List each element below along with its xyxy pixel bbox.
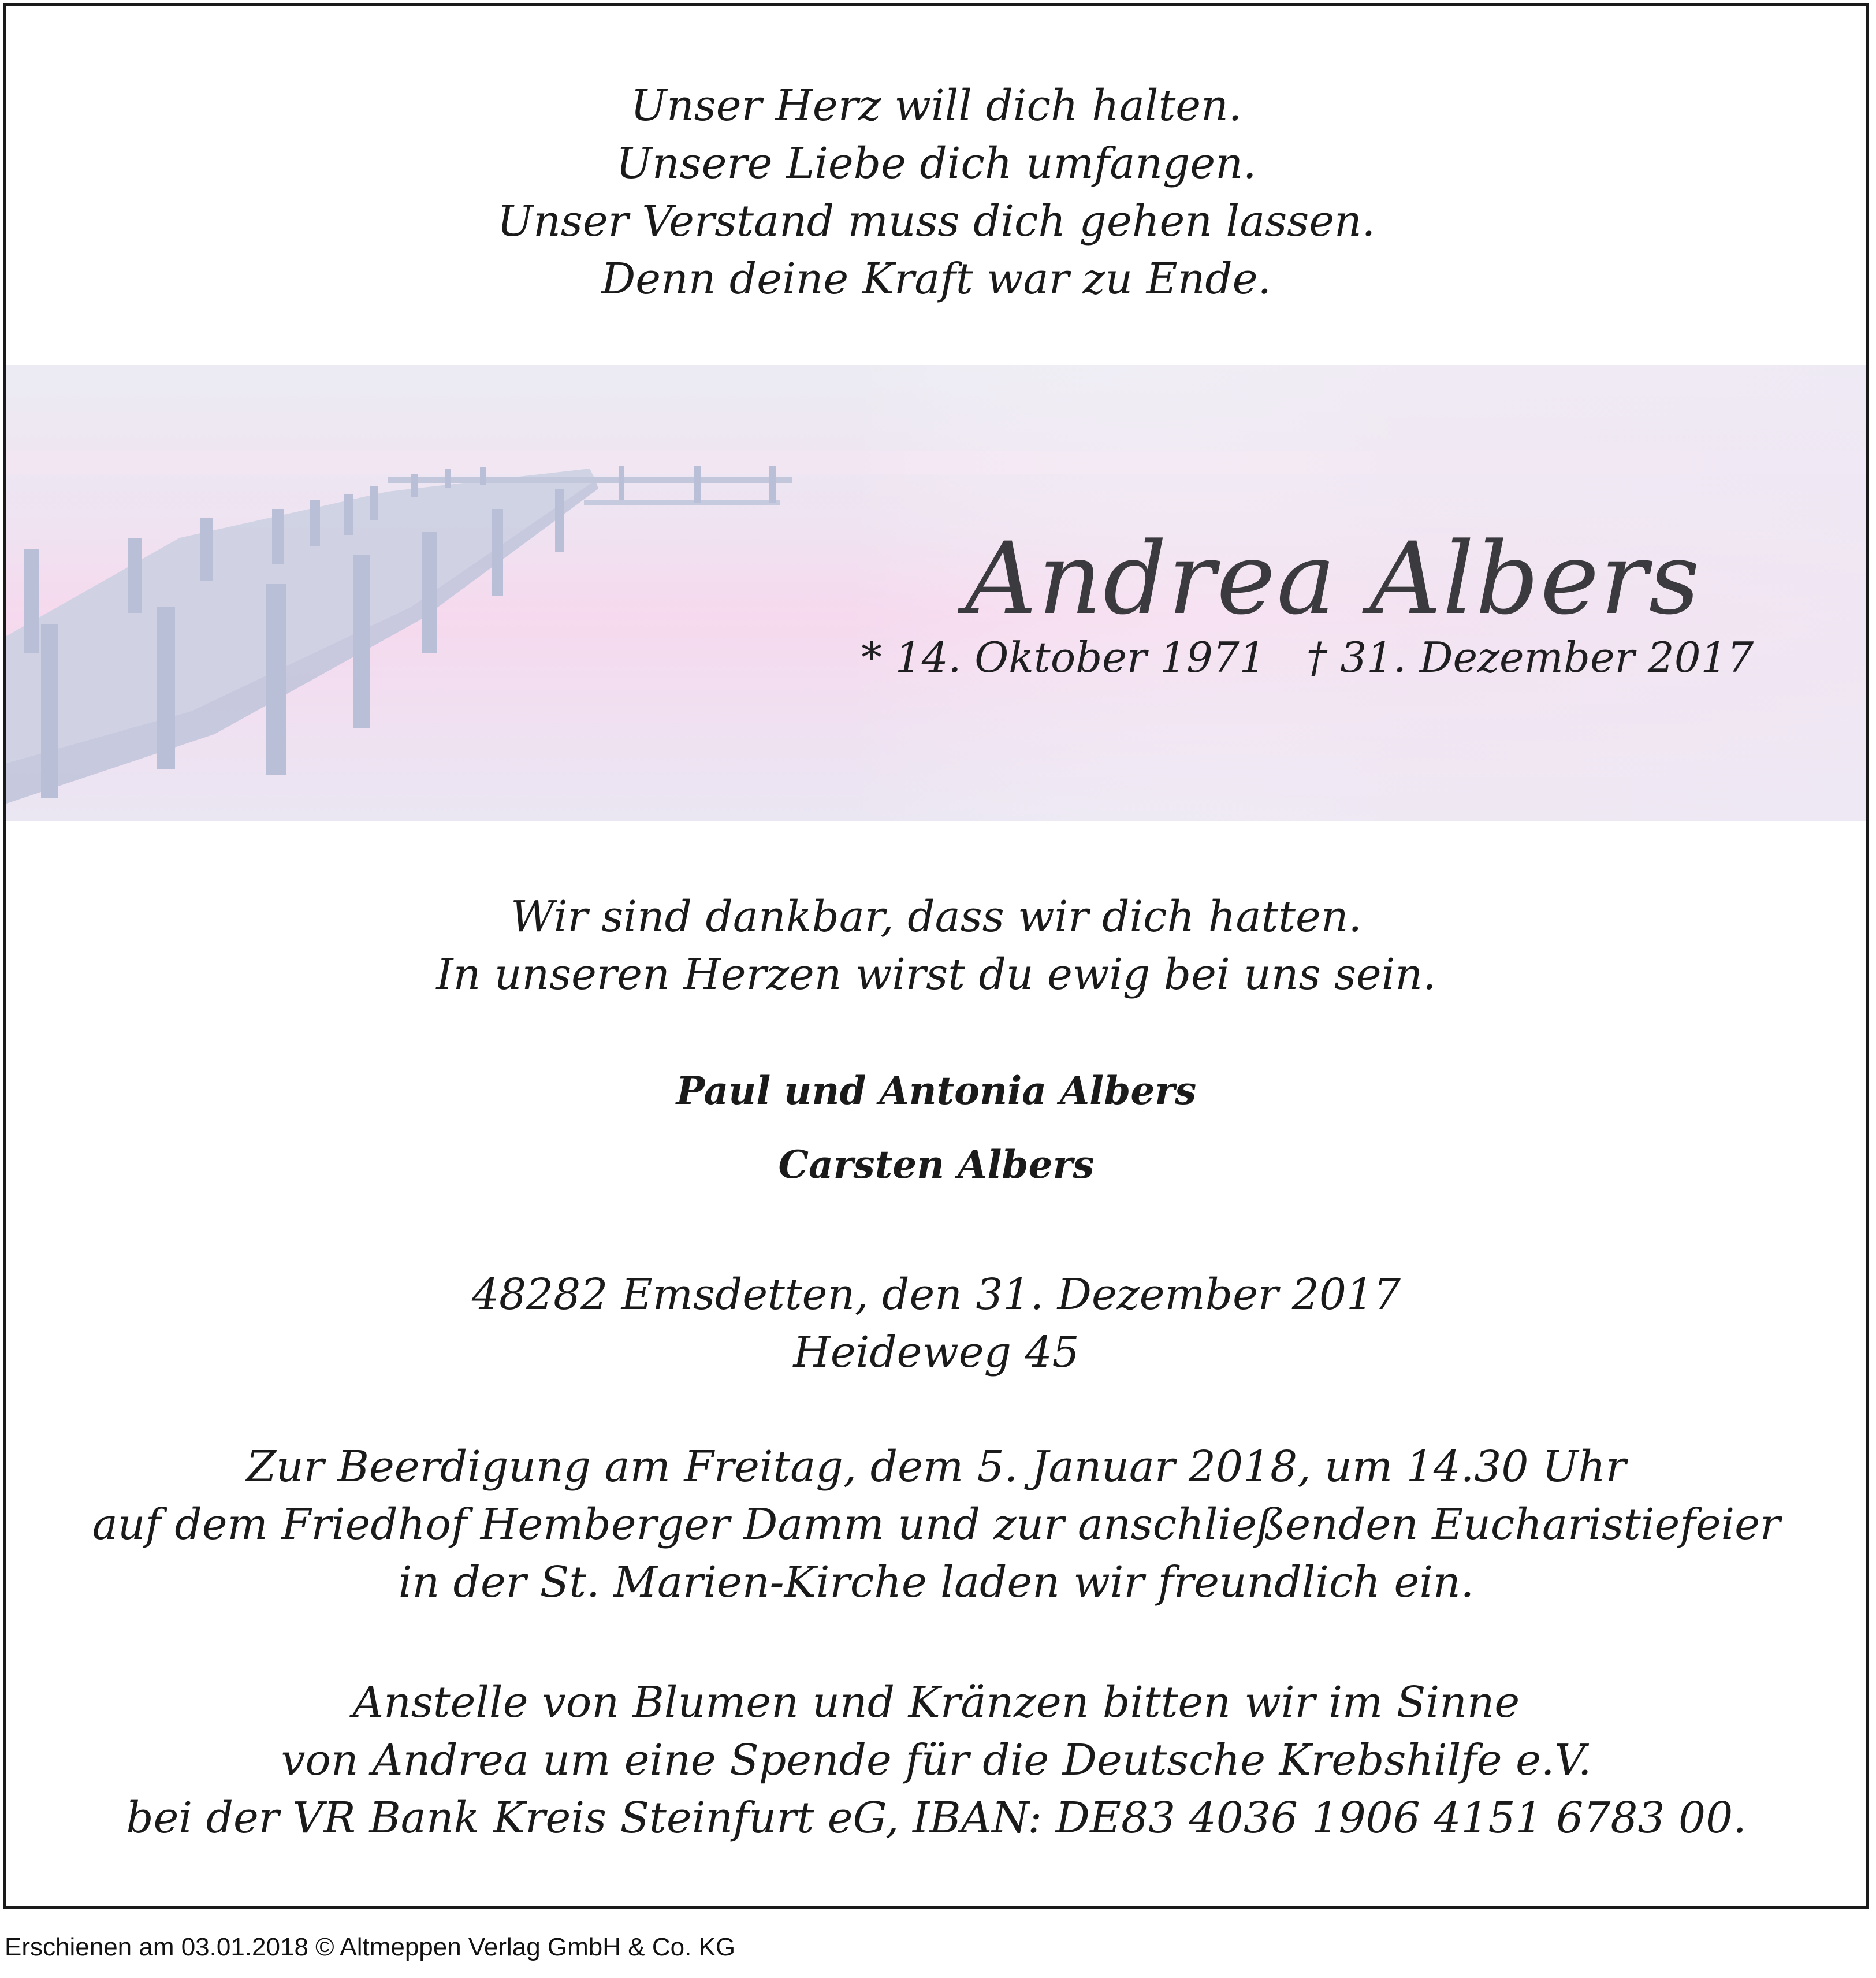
donation-request bbox=[6, 1674, 1866, 1847]
donation-line: von Andrea um eine Spende für die Deutsche Krebshilfe e.V. bbox=[281, 1735, 1592, 1785]
life-dates bbox=[861, 633, 1754, 682]
address-line: Heideweg 45 bbox=[793, 1328, 1080, 1377]
funeral-line: Zur Beerdigung am Freitag, dem 5. Januar 2018, um 14.30 Uhr bbox=[246, 1442, 1626, 1492]
mourners-parents: Paul und Antonia Albers bbox=[676, 1068, 1197, 1113]
poem-line: Denn deine Kraft war zu Ende. bbox=[601, 254, 1272, 304]
place-date-line: 48282 Emsdetten, den 31. Dezember 2017 bbox=[471, 1270, 1401, 1319]
thanks-line: In unseren Herzen wirst du ewig bei uns sein. bbox=[436, 950, 1436, 999]
donation-line: Anstelle von Blumen und Kränzen bitten wir im Sinne bbox=[352, 1678, 1520, 1727]
thanks-verse bbox=[6, 888, 1866, 1003]
poem-line: Unsere Liebe dich umfangen. bbox=[616, 139, 1257, 188]
thanks-line: Wir sind dankbar, dass wir dich hatten. bbox=[510, 892, 1363, 942]
obituary-frame bbox=[3, 3, 1869, 1909]
mourners-sibling: Carsten Albers bbox=[778, 1142, 1095, 1187]
poem-line: Unser Verstand muss dich gehen lassen. bbox=[497, 196, 1376, 246]
funeral-line: in der St. Marien-Kirche laden wir freundlich ein. bbox=[398, 1557, 1475, 1607]
birth-date: * 14. Oktober 1971 bbox=[861, 633, 1266, 682]
deceased-name: Andrea Albers bbox=[965, 520, 1701, 637]
opening-poem bbox=[6, 77, 1866, 308]
poem-line: Unser Herz will dich halten. bbox=[630, 81, 1242, 131]
funeral-line: auf dem Friedhof Hemberger Damm und zur anschließenden Eucharistiefeier bbox=[92, 1500, 1781, 1549]
publication-footer: Erschienen am 03.01.2018 © Altmeppen Verlag GmbH & Co. KG bbox=[5, 1933, 736, 1961]
place-and-address bbox=[6, 1266, 1866, 1381]
funeral-notice bbox=[6, 1438, 1866, 1611]
donation-line: bei der VR Bank Kreis Steinfurt eG, IBAN: DE83 4036 1906 4151 6783 00. bbox=[126, 1793, 1747, 1843]
memorial-banner bbox=[6, 365, 1866, 821]
death-date: † 31. Dezember 2017 bbox=[1306, 633, 1754, 682]
